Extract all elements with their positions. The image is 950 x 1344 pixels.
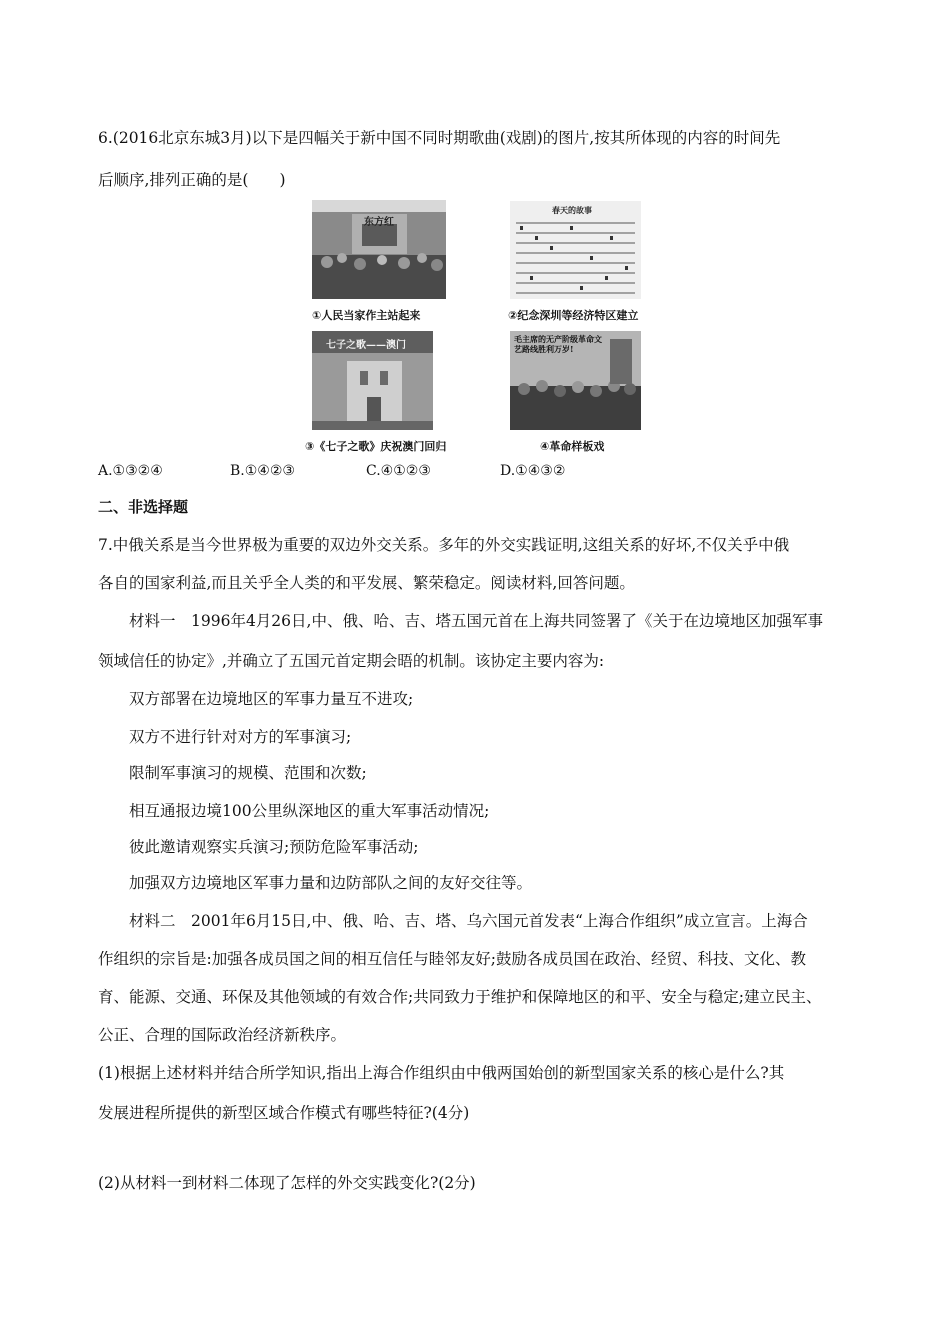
material2-line3: 育、能源、交通、环保及其他领域的有效合作;共同致力于维护和保障地区的和平、安全与稳定;建立民主、	[98, 988, 822, 1006]
image-sheet-music-title: 春天的故事	[552, 205, 592, 215]
option-c: C.④①②③	[366, 463, 431, 479]
caption-2: ②纪念深圳等经济特区建立	[508, 309, 639, 322]
q6-stem-line2: 后顺序,排列正确的是( )	[98, 171, 286, 189]
image-sheet-music	[510, 201, 641, 299]
image-model-opera-title: 毛主席的无产阶级革命文艺路线胜利万岁!	[514, 334, 602, 354]
material2-line4: 公正、合理的国际政治经济新秩序。	[98, 1026, 347, 1044]
material1-line1: 材料一 1996年4月26日,中、俄、哈、吉、塔五国元首在上海共同签署了《关于在边境地区加强军事	[129, 612, 823, 630]
caption-4: ④革命样板戏	[540, 440, 605, 453]
subquestion-1-line1: (1)根据上述材料并结合所学知识,指出上海合作组织由中俄两国始创的新型国家关系的核心是什么?其	[98, 1064, 785, 1082]
option-b: B.①④②③	[230, 463, 295, 479]
option-d: D.①④③②	[500, 463, 566, 479]
material1-item: 双方部署在边境地区的军事力量互不进攻;	[129, 690, 414, 708]
material2-line1: 材料二 2001年6月15日,中、俄、哈、吉、塔、乌六国元首发表“上海合作组织”成立宣言。上海合	[129, 912, 808, 930]
q7-intro-line2: 各自的国家利益,而且关乎全人类的和平发展、繁荣稳定。阅读材料,回答问题。	[98, 574, 635, 592]
image-macau-title: 七子之歌——澳门	[326, 340, 406, 351]
material1-item: 加强双方边境地区军事力量和边防部队之间的友好交往等。	[129, 874, 533, 892]
image-macau	[312, 331, 433, 430]
option-a: A.①③②④	[98, 463, 163, 479]
subquestion-1-line2: 发展进程所提供的新型区域合作模式有哪些特征?(4分)	[98, 1104, 470, 1122]
q6-stem-line1: 6.(2016北京东城3月)以下是四幅关于新中国不同时期歌曲(戏剧)的图片,按其所体现的内容的时间先	[98, 129, 781, 147]
material1-item: 限制军事演习的规模、范围和次数;	[129, 764, 367, 782]
subquestion-2: (2)从材料一到材料二体现了怎样的外交实践变化?(2分)	[98, 1174, 476, 1192]
material1-item: 相互通报边境100公里纵深地区的重大军事活动情况;	[129, 802, 490, 820]
caption-1: ①人民当家作主站起来	[312, 309, 421, 322]
material1-item: 双方不进行针对对方的军事演习;	[129, 728, 352, 746]
material2-line2: 作组织的宗旨是:加强各成员国之间的相互信任与睦邻友好;鼓励各成员国在政治、经贸、科技、文化、教	[98, 950, 806, 968]
image-dongfanghong-title: 东方红	[364, 217, 394, 228]
image-dongfanghong	[312, 200, 446, 299]
material1-item: 彼此邀请观察实兵演习;预防危险军事活动;	[129, 838, 419, 856]
image-model-opera	[510, 331, 641, 430]
section-heading: 二、非选择题	[98, 498, 189, 516]
material1-line2: 领域信任的协定》,并确立了五国元首定期会晤的机制。该协定主要内容为:	[98, 652, 605, 670]
q7-intro-line1: 7.中俄关系是当今世界极为重要的双边外交关系。多年的外交实践证明,这组关系的好坏,不仅关乎中俄	[98, 536, 790, 554]
caption-3: ③《七子之歌》庆祝澳门回归	[305, 440, 447, 453]
